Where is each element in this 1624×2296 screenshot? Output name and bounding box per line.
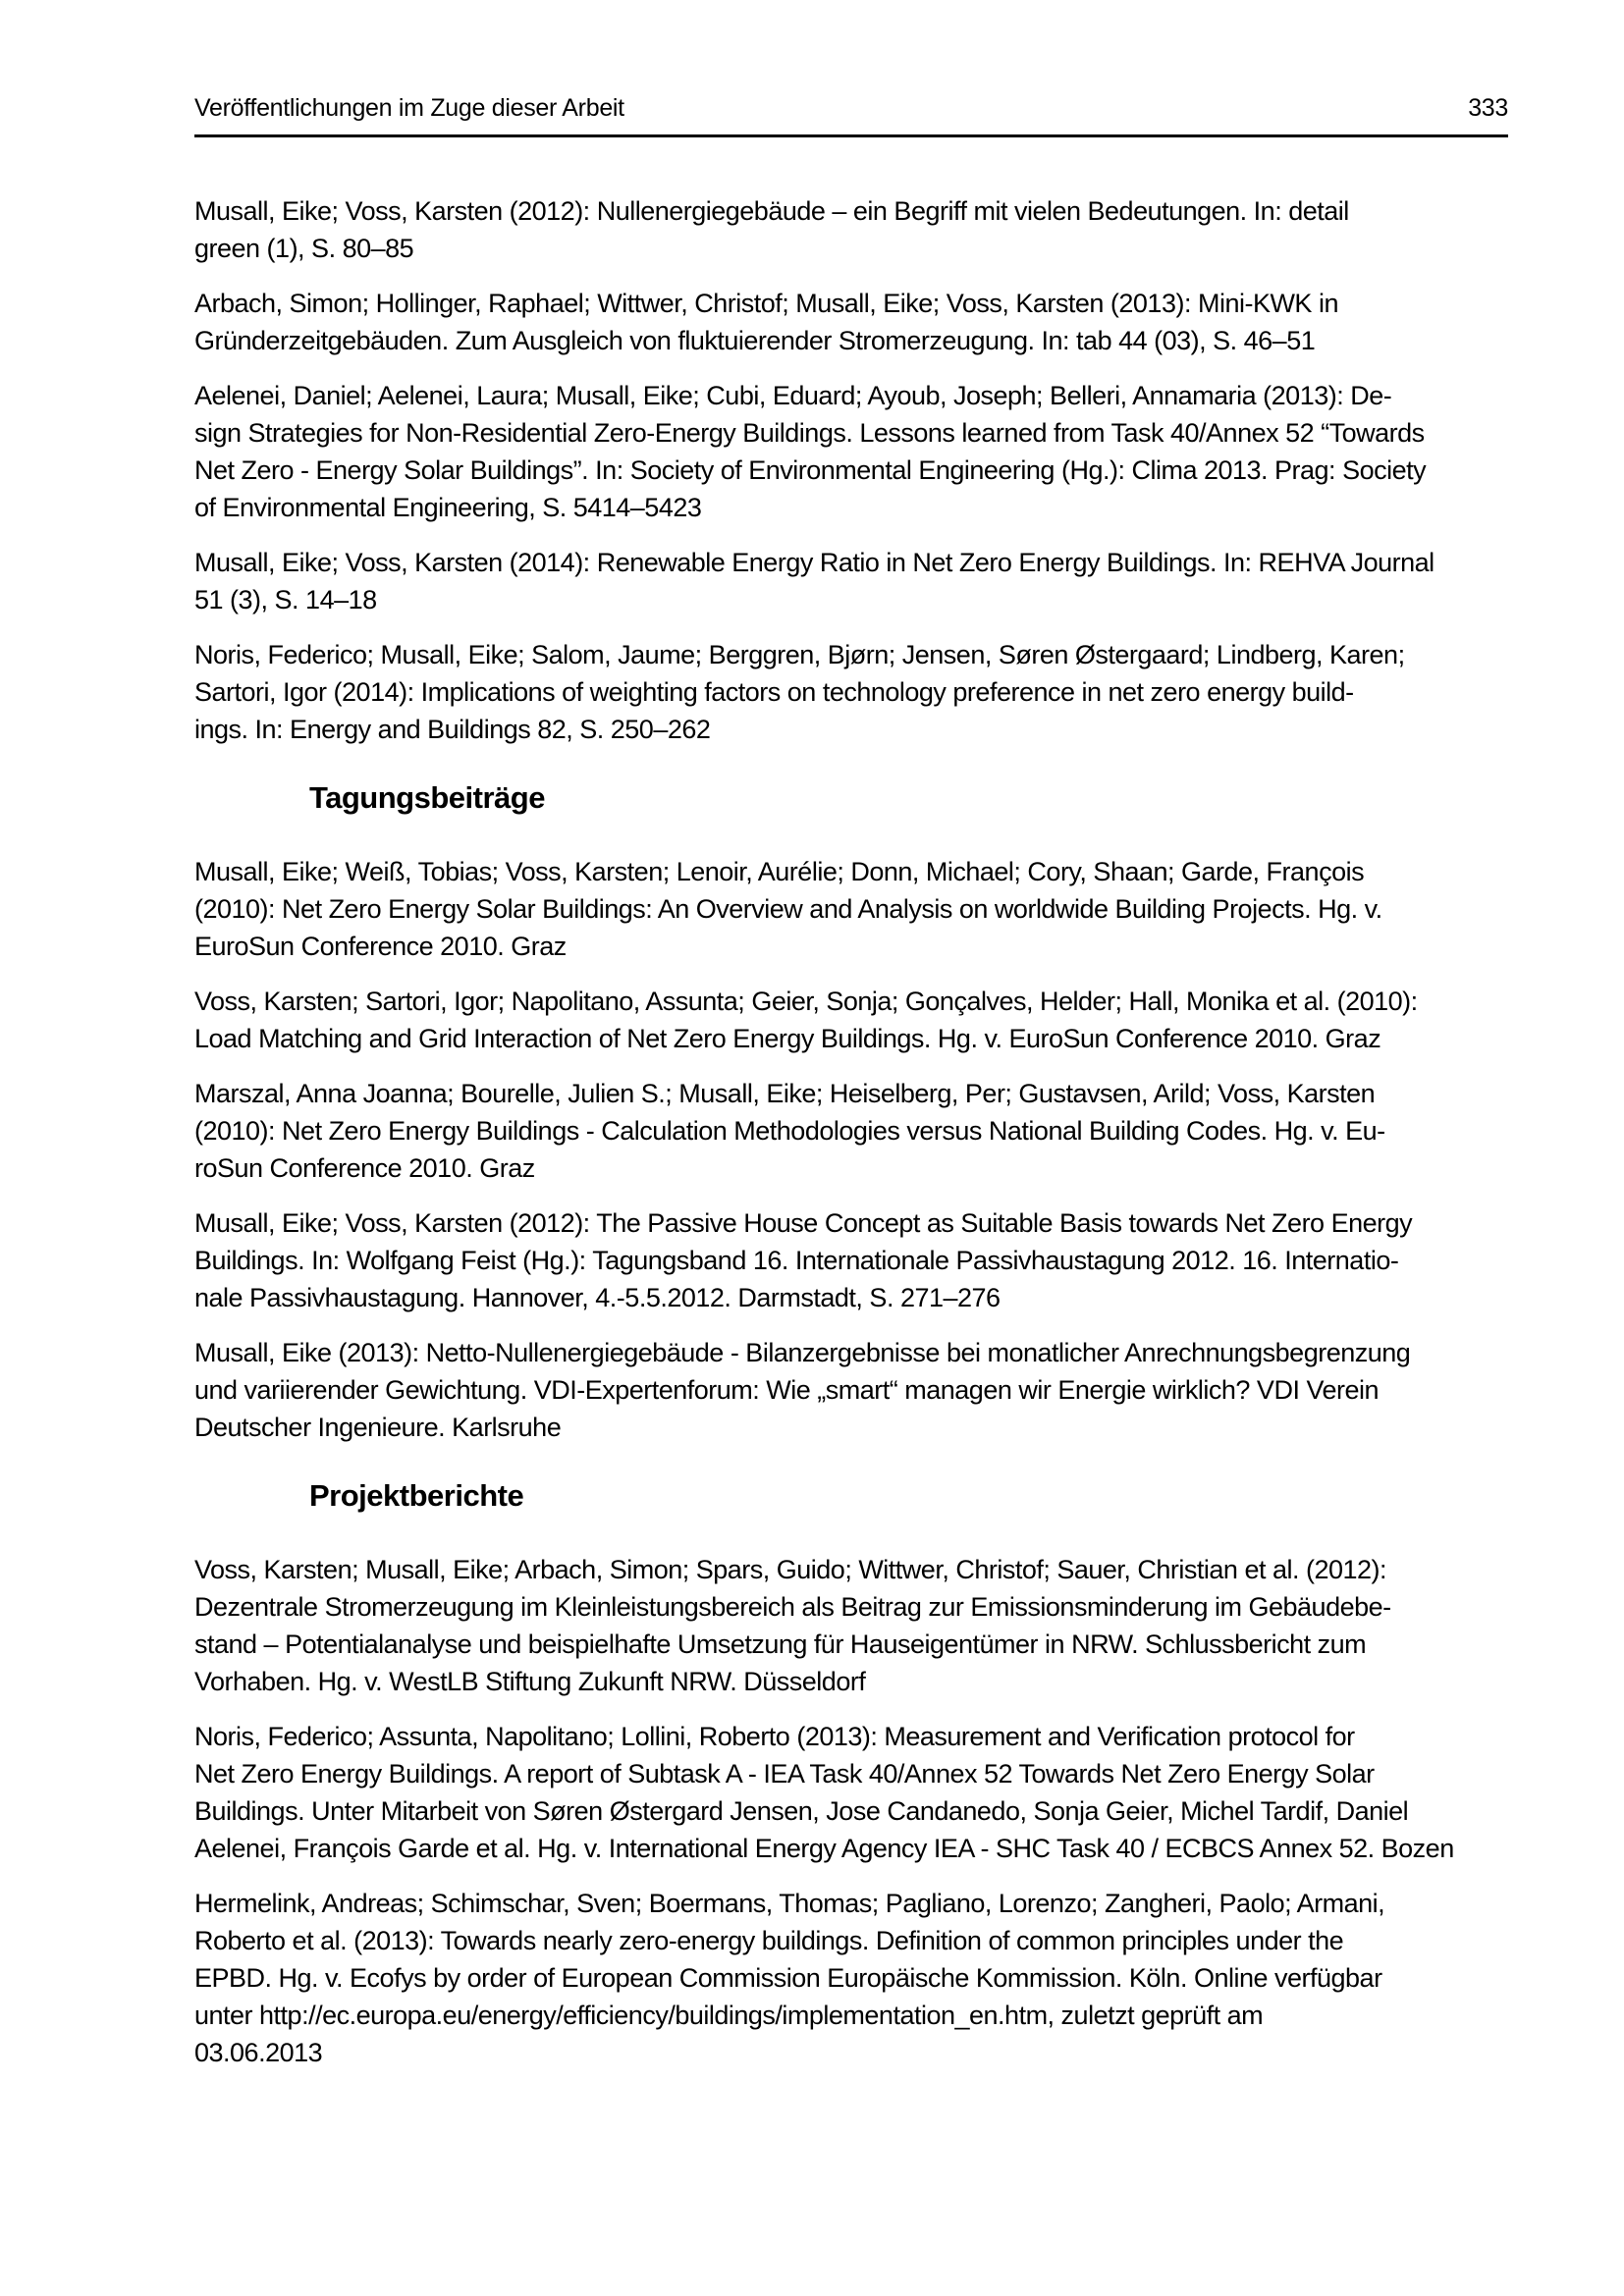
reference-line: sign Strategies for Non-Residential Zero-Energy Buildings. Lessons learned from Task 40/Annex 52 “Towards (194, 418, 1425, 448)
page-number: 333 (1468, 94, 1508, 122)
running-header-title: Veröffentlichungen im Zuge dieser Arbeit (194, 94, 624, 122)
reference-entry (194, 983, 1508, 1057)
reference-entry (194, 544, 1508, 618)
reference-line: Arbach, Simon; Hollinger, Raphael; Wittwer, Christof; Musall, Eike; Voss, Karsten (2013): Mini-KWK in (194, 289, 1338, 318)
reference-line: Musall, Eike; Voss, Karsten (2014): Renewable Energy Ratio in Net Zero Energy Buildings. In: REHVA Journal (194, 548, 1435, 577)
reference-entry (194, 1204, 1508, 1316)
reference-line: Noris, Federico; Assunta, Napolitano; Lollini, Roberto (2013): Measurement and Verification protocol for (194, 1722, 1355, 1751)
reference-line: Musall, Eike; Weiß, Tobias; Voss, Karsten; Lenoir, Aurélie; Donn, Michael; Cory, Shaan; Garde, François (194, 857, 1365, 886)
reference-entry (194, 1885, 1508, 2071)
reference-line: Musall, Eike; Voss, Karsten (2012): The Passive House Concept as Suitable Basis towards Net Zero Energy (194, 1208, 1413, 1238)
reference-line: Gründerzeitgebäuden. Zum Ausgleich von fluktuierender Stromerzeugung. In: tab 44 (03), S. 46–51 (194, 326, 1316, 355)
page-body (194, 0, 1508, 2089)
reference-entry (194, 285, 1508, 359)
reference-line: Load Matching and Grid Interaction of Net Zero Energy Buildings. Hg. v. EuroSun Conference 2010. Graz (194, 1024, 1381, 1053)
reference-line: Musall, Eike (2013): Netto-Nullenergiegebäude - Bilanzergebnisse bei monatlicher Anrechnungsbegrenzung (194, 1338, 1411, 1367)
reference-entry (194, 1551, 1508, 1700)
reference-line: Marszal, Anna Joanna; Bourelle, Julien S.; Musall, Eike; Heiselberg, Per; Gustavsen, Arild; Voss, Karsten (194, 1079, 1376, 1108)
reference-entry (194, 636, 1508, 748)
reference-line: Dezentrale Stromerzeugung im Kleinleistungsbereich als Beitrag zur Emissionsminderung im Gebäudebe- (194, 1592, 1391, 1622)
reference-line: Voss, Karsten; Musall, Eike; Arbach, Simon; Spars, Guido; Wittwer, Christof; Sauer, Christian et al. (2012): (194, 1555, 1387, 1584)
reference-entry (194, 1075, 1508, 1187)
reference-line: Aelenei, François Garde et al. Hg. v. International Energy Agency IEA - SHC Task 40 / ECBCS Annex 52. Bozen (194, 1834, 1454, 1863)
reference-line: Aelenei, Daniel; Aelenei, Laura; Musall, Eike; Cubi, Eduard; Ayoub, Joseph; Belleri, Annamaria (2013): De- (194, 381, 1392, 410)
reference-entry (194, 192, 1508, 267)
reference-line: of Environmental Engineering, S. 5414–5423 (194, 493, 702, 522)
reference-line: 51 (3), S. 14–18 (194, 585, 377, 614)
reference-entry (194, 1718, 1508, 1867)
reference-line: ings. In: Energy and Buildings 82, S. 250–262 (194, 715, 711, 744)
reference-line: stand – Potentialanalyse und beispielhafte Umsetzung für Hauseigentümer in NRW. Schlussbericht zum (194, 1629, 1367, 1659)
reference-line: Hermelink, Andreas; Schimschar, Sven; Boermans, Thomas; Pagliano, Lorenzo; Zangheri, Paolo; Armani, (194, 1889, 1385, 1918)
reference-line: 03.06.2013 (194, 2038, 323, 2067)
reference-line: roSun Conference 2010. Graz (194, 1153, 535, 1183)
references-content (194, 192, 1508, 2071)
reference-line: Net Zero - Energy Solar Buildings”. In: Society of Environmental Engineering (Hg.): Clima 2013. Prag: Society (194, 455, 1427, 485)
running-header (194, 94, 1508, 137)
reference-line: Vorhaben. Hg. v. WestLB Stiftung Zukunft NRW. Düsseldorf (194, 1667, 866, 1696)
reference-line: EPBD. Hg. v. Ecofys by order of European Commission Europäische Kommission. Köln. Online verfügbar (194, 1963, 1382, 1993)
reference-entry (194, 1334, 1508, 1446)
reference-line: Roberto et al. (2013): Towards nearly zero-energy buildings. Definition of common principles under the (194, 1926, 1344, 1955)
reference-line: Noris, Federico; Musall, Eike; Salom, Jaume; Berggren, Bjørn; Jensen, Søren Østergaard; Lindberg, Karen; (194, 640, 1405, 669)
reference-entry (194, 377, 1508, 526)
reference-line: (2010): Net Zero Energy Buildings - Calculation Methodologies versus National Building Codes. Hg. v. Eu- (194, 1116, 1385, 1146)
reference-line: und variierender Gewichtung. VDI-Expertenforum: Wie „smart“ managen wir Energie wirklich? VDI Verein (194, 1375, 1380, 1405)
reference-line: green (1), S. 80–85 (194, 234, 414, 263)
reference-line: Deutscher Ingenieure. Karlsruhe (194, 1413, 562, 1442)
section-heading: Projektberichte (309, 1478, 524, 1513)
reference-line: Sartori, Igor (2014): Implications of weighting factors on technology preference in net zero energy build- (194, 677, 1354, 707)
reference-line: EuroSun Conference 2010. Graz (194, 932, 567, 961)
reference-line: Net Zero Energy Buildings. A report of Subtask A - IEA Task 40/Annex 52 Towards Net Zero Energy Solar (194, 1759, 1375, 1789)
reference-line: unter http://ec.europa.eu/energy/efficiency/buildings/implementation_en.htm, zuletzt geprüft am (194, 2001, 1264, 2030)
reference-line: Buildings. Unter Mitarbeit von Søren Østergard Jensen, Jose Candanedo, Sonja Geier, Michel Tardif, Daniel (194, 1796, 1409, 1826)
reference-line: Musall, Eike; Voss, Karsten (2012): Nullenergiegebäude – ein Begriff mit vielen Bedeutungen. In: detail (194, 196, 1349, 226)
reference-line: nale Passivhaustagung. Hannover, 4.-5.5.2012. Darmstadt, S. 271–276 (194, 1283, 1001, 1312)
reference-line: (2010): Net Zero Energy Solar Buildings: An Overview and Analysis on worldwide Building Projects. Hg. v. (194, 894, 1382, 924)
reference-line: Buildings. In: Wolfgang Feist (Hg.): Tagungsband 16. Internationale Passivhaustagung 2012. 16. Internatio- (194, 1246, 1399, 1275)
section-heading: Tagungsbeiträge (309, 780, 545, 815)
reference-line: Voss, Karsten; Sartori, Igor; Napolitano, Assunta; Geier, Sonja; Gonçalves, Helder; Hall, Monika et al. (2010): (194, 987, 1418, 1016)
reference-entry (194, 853, 1508, 965)
